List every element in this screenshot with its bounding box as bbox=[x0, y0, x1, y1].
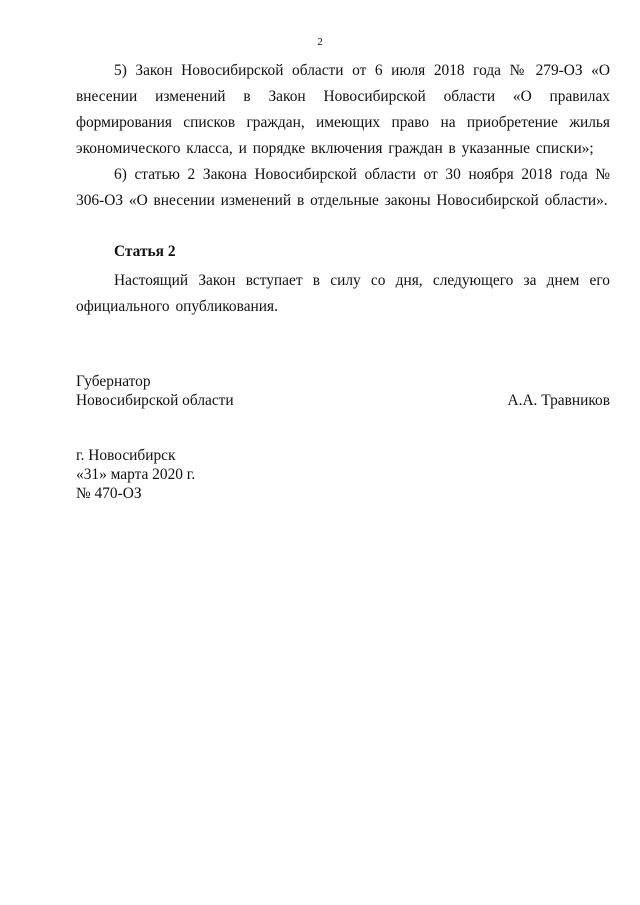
city: г. Новосибирск bbox=[76, 447, 176, 464]
law-number: № 470-ОЗ bbox=[76, 485, 142, 502]
signatory-name: А.А. Травников bbox=[507, 392, 610, 409]
date: «31» марта 2020 г. bbox=[76, 466, 196, 483]
signatory-position-line2: Новосибирской области bbox=[76, 392, 234, 409]
signature-block bbox=[76, 372, 610, 410]
article-2-title: Статья 2 bbox=[114, 243, 176, 260]
list-item-5: 5) Закон Новосибирской области от 6 июля 2018 года № 279-ОЗ «О внесении изменений в Закон Новосибирской области «О правилах формирования списков граждан, имеющих право на приобретение жилья экономического класса, и порядке включения граждан в указанные списки»; bbox=[76, 62, 610, 157]
article-2-text: Настоящий Закон вступает в силу со дня, следующего за днем его официального опубликования. bbox=[76, 272, 610, 315]
list-item-6: 6) статью 2 Закона Новосибирской области от 30 ноября 2018 года № 306-ОЗ «О внесении изменений в отдельные законы Новосибирской области». bbox=[76, 166, 610, 209]
signatory-position-line1: Губернатор bbox=[76, 373, 151, 390]
page-number: 2 bbox=[317, 36, 323, 48]
place-date-block bbox=[76, 446, 195, 503]
signature-row bbox=[76, 391, 610, 410]
